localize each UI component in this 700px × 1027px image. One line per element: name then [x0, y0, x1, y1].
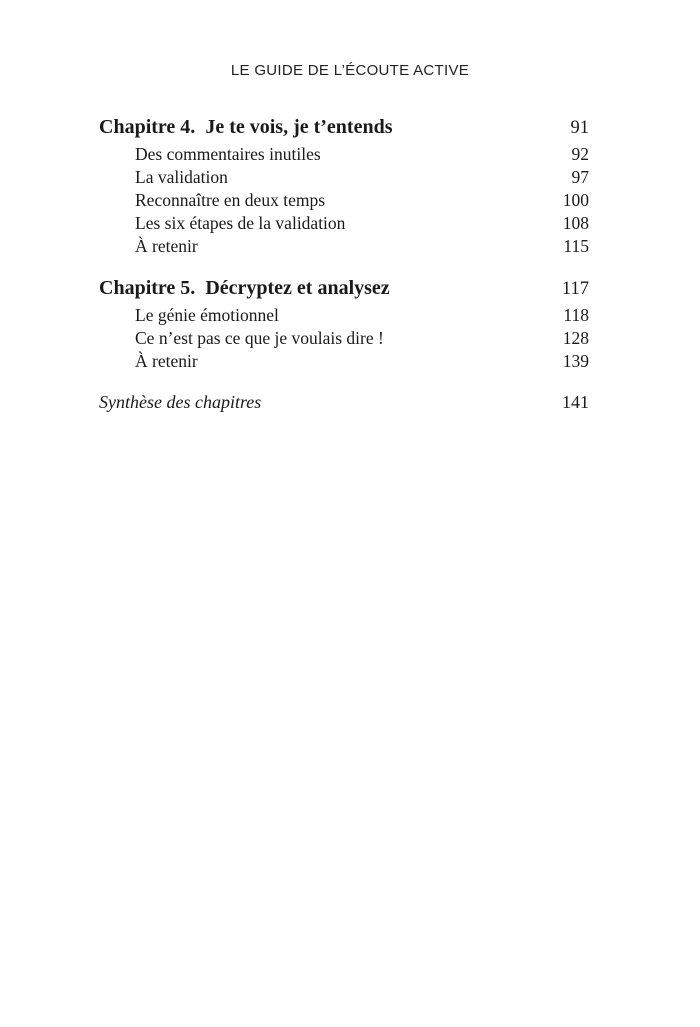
toc-entry-page: 108: [562, 213, 589, 233]
toc-entry[interactable]: [99, 212, 589, 235]
toc-entry-label: À retenir: [135, 351, 198, 371]
chapter-5-section: [99, 275, 589, 373]
toc-entry-page: 128: [562, 328, 589, 348]
toc-entry[interactable]: [99, 235, 589, 258]
toc-entry[interactable]: [99, 189, 589, 212]
chapter-page-number: 117: [561, 279, 589, 299]
synthesis-page: 141: [562, 392, 589, 412]
toc-entry[interactable]: [99, 143, 589, 166]
table-of-contents: [99, 114, 589, 414]
chapter-title: Je te vois, je t’entends: [205, 116, 393, 138]
toc-entry-label: Reconnaître en deux temps: [135, 190, 326, 210]
toc-entry-page: 115: [563, 236, 589, 256]
synthesis-label: Synthèse des chapitres: [99, 392, 262, 412]
chapter-heading: [99, 275, 390, 301]
toc-entry-label: Des commentaires inutiles: [135, 144, 321, 164]
toc-entry-page: 92: [571, 144, 589, 164]
chapter-heading: [99, 114, 393, 140]
toc-entry-label: Les six étapes de la validation: [135, 213, 346, 233]
toc-entry[interactable]: [99, 304, 589, 327]
toc-entry[interactable]: [99, 327, 589, 350]
toc-entry-label: À retenir: [135, 236, 198, 256]
chapter-heading-row[interactable]: [99, 275, 589, 304]
chapter-4-section: [99, 114, 589, 258]
toc-entry[interactable]: [99, 350, 589, 373]
toc-entry-page: 139: [562, 351, 589, 371]
chapter-title: Décryptez et analysez: [205, 277, 390, 299]
toc-entry-label: Le génie émotionnel: [135, 305, 279, 325]
toc-entry[interactable]: [99, 166, 589, 189]
chapter-number: Chapitre 4.: [99, 116, 196, 138]
toc-entry-page: 118: [563, 305, 589, 325]
chapter-number: Chapitre 5.: [99, 277, 196, 299]
toc-entry-label: La validation: [135, 167, 228, 187]
toc-entry-label: Ce n’est pas ce que je voulais dire !: [135, 328, 384, 348]
running-header: LE GUIDE DE L’ÉCOUTE ACTIVE: [230, 62, 470, 79]
chapter-page-number: 91: [570, 118, 589, 138]
toc-entry-page: 97: [571, 167, 589, 187]
synthesis-entry[interactable]: [99, 390, 589, 414]
chapter-heading-row[interactable]: [99, 114, 589, 143]
toc-entry-page: 100: [562, 190, 589, 210]
